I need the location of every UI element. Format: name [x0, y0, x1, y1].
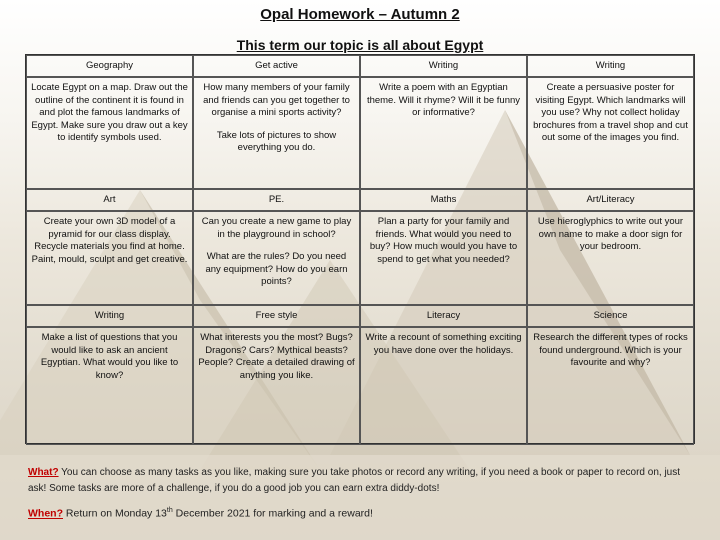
task-pe: Can you create a new game to play in the playground in school? What are the rules? Do you need any equipment? How do you earn points?	[193, 211, 360, 305]
homework-grid	[25, 54, 695, 444]
header-pe: PE.	[193, 189, 360, 211]
header-get-active: Get active	[193, 55, 360, 77]
header-geography: Geography	[26, 55, 193, 77]
task-writing-poster: Create a persuasive poster for visiting Egypt. Which landmarks will you use? Why not collect holiday brochures from a travel shop and cut out some of the images you find.	[527, 77, 694, 189]
task-science: Research the different types of rocks found underground. Which is your favourite and why?	[527, 327, 694, 445]
header-writing-3: Writing	[26, 305, 193, 327]
header-writing-2: Writing	[527, 55, 694, 77]
task-writing-poem: Write a poem with an Egyptian theme. Will it rhyme? Will it be funny or informative?	[360, 77, 527, 189]
task-free-style: What interests you the most? Bugs? Dragons? Cars? Mythical beasts? People? Create a detailed drawing of anything you like.	[193, 327, 360, 445]
footer-what	[28, 465, 700, 497]
when-text-2: December 2021 for marking and a reward!	[172, 507, 373, 520]
header-art: Art	[26, 189, 193, 211]
task-maths: Plan a party for your family and friends. What would you need to buy? How much would you have to spend to get what you needed?	[360, 211, 527, 305]
task-writing-questions: Make a list of questions that you would like to ask an ancient Egyptian. What would you like to know?	[26, 327, 193, 445]
task-art: Create your own 3D model of a pyramid for our class display. Recycle materials you find at home. Paint, mould, sculpt and get creative.	[26, 211, 193, 305]
when-text-1: Return on Monday 13	[63, 507, 167, 520]
page-title: Opal Homework – Autumn 2	[260, 6, 460, 23]
header-writing: Writing	[360, 55, 527, 77]
header-maths: Maths	[360, 189, 527, 211]
header-art-literacy: Art/Literacy	[527, 189, 694, 211]
task-literacy: Write a recount of something exciting you have done over the holidays.	[360, 327, 527, 445]
header-science: Science	[527, 305, 694, 327]
task-get-active: How many members of your family and friends can you get together to organise a mini sports activity? Take lots of pictures to show everything you do.	[193, 77, 360, 189]
what-text: You can choose as many tasks as you like, making sure you take photos or record any writing, if you need a book or paper to record on, just ask! Some tasks are more of a challenge, if you do a good job you can earn extra diddy-dots!	[28, 467, 681, 494]
when-sup: th	[166, 507, 173, 514]
task-art-literacy: Use hieroglyphics to write out your own name to make a door sign for your bedroom.	[527, 211, 694, 305]
header-free-style: Free style	[193, 305, 360, 327]
page-subtitle: This term our topic is all about Egypt	[236, 37, 484, 53]
when-label: When?	[28, 507, 63, 520]
footer-when	[28, 507, 373, 520]
what-label: What?	[28, 467, 59, 478]
header-literacy: Literacy	[360, 305, 527, 327]
task-geography: Locate Egypt on a map. Draw out the outline of the continent it is found in and plot the famous landmarks of Egypt. Make sure you draw out a key to identify symbols used.	[26, 77, 193, 189]
